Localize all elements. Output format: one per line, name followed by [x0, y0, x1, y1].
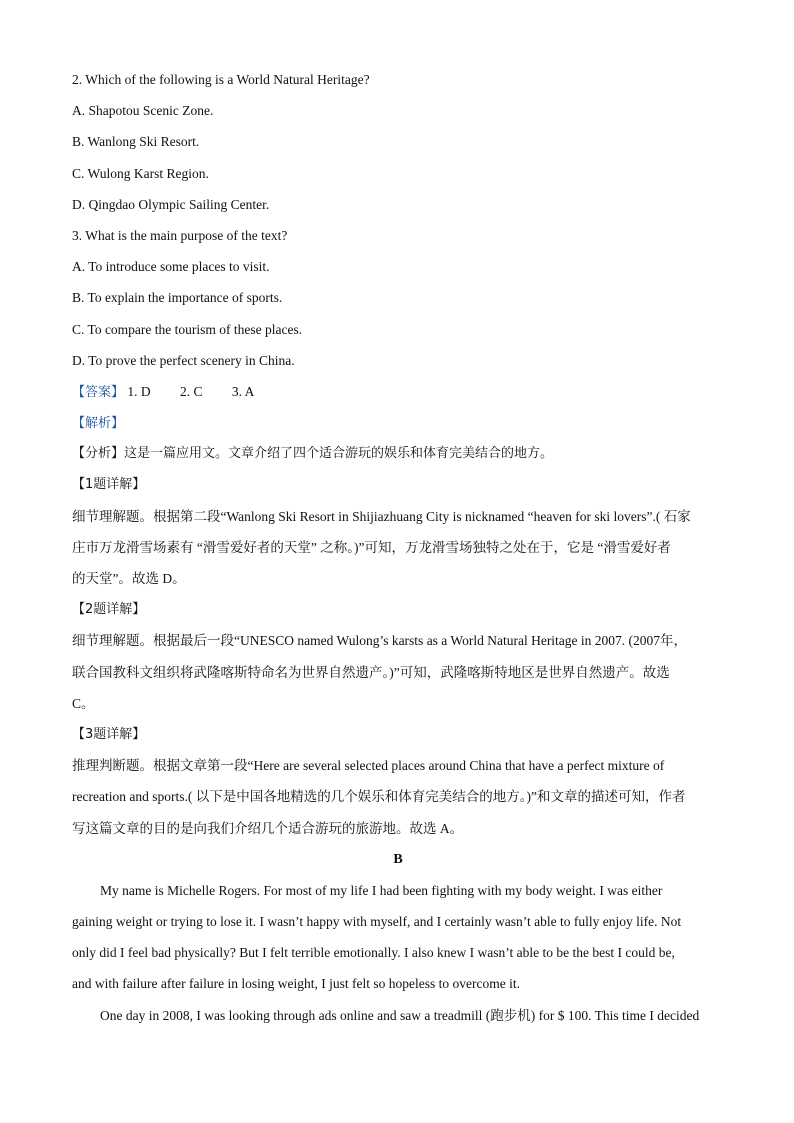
document-page	[72, 64, 724, 1031]
section-b-paragraph-1-line-3: only did I feel bad physically? But I felt terrible emotionally. I also knew I wasn’t able to be the best I could be,	[72, 945, 675, 961]
question-2-option-a: A. Shapotou Scenic Zone.	[72, 103, 214, 119]
detail-2-line-1: 细节理解题。根据最后一段“UNESCO named Wulong’s karsts as a World Natural Heritage in 2007. (2007年，	[72, 633, 688, 649]
answer-item-2: 2. C	[180, 383, 203, 399]
detail-1-line-1: 细节理解题。根据第二段“Wanlong Ski Resort in Shijiazhuang City is nicknamed “heaven for ski lovers”.( 石家	[72, 508, 691, 524]
analysis-summary	[72, 438, 724, 469]
detail-2-label: 【2题详解】	[72, 602, 146, 618]
question-3-option-b: B. To explain the importance of sports.	[72, 290, 283, 306]
section-b-paragraph-1-line-1: My name is Michelle Rogers. For most of my life I had been fighting with my body weight. I was either	[100, 882, 663, 898]
detail-3-line-1: 推理判断题。根据文章第一段“Here are several selected places around China that have a perfect mixture of	[72, 758, 665, 774]
section-b-paragraph-1-line-4: and with failure after failure in losing weight, I just felt so hopeless to overcome it.	[72, 976, 521, 992]
detail-2-line-2: 联合国教科文组织将武隆喀斯特命名为世界自然遗产。)”可知，武隆喀斯特地区是世界自然遗产。故选	[72, 664, 670, 680]
answer-label: 【答案】	[72, 384, 125, 400]
question-2-option-b: B. Wanlong Ski Resort.	[72, 134, 200, 150]
section-b-heading: B	[393, 851, 403, 867]
analysis-label: 【解析】	[72, 416, 125, 432]
answer-item-3: 3. A	[231, 383, 255, 399]
detail-1-label: 【1题详解】	[72, 477, 146, 493]
question-2-stem: 2. Which of the following is a World Natural Heritage?	[72, 72, 370, 87]
detail-3-line-3: 写这篇文章的目的是向我们介绍几个适合游玩的旅游地。故选 A。	[72, 820, 464, 836]
section-b-paragraph-2-line-1: One day in 2008, I was looking through ads online and saw a treadmill (跑步机) for $ 100. This time I decided	[100, 1007, 700, 1023]
detail-3-line-2: recreation and sports.( 以下是中国各地精选的几个娱乐和体育完美结合的地方。)”和文章的描述可知，作者	[72, 789, 686, 805]
summary-text: 这是一篇应用文。文章介绍了四个适合游玩的娱乐和体育完美结合的地方。	[124, 446, 554, 462]
section-b-paragraph-1-line-2: gaining weight or trying to lose it. I wasn’t happy with myself, and I certainly wasn’t able to fully enjoy life. Not	[72, 914, 682, 930]
detail-3-label: 【3题详解】	[72, 726, 146, 742]
answer-item-1: 1. D	[127, 383, 151, 399]
question-3-option-c: C. To compare the tourism of these places.	[72, 321, 303, 337]
question-3-option-d: D. To prove the perfect scenery in China.	[72, 352, 295, 368]
summary-label: 【分析】	[72, 446, 125, 462]
detail-1-line-2: 庄市万龙滑雪场素有 “滑雪爱好者的天堂” 之称。)”可知，万龙滑雪场独特之处在于，它是 “滑雪爱好者	[72, 539, 671, 555]
question-2-option-c: C. Wulong Karst Region.	[72, 165, 209, 181]
analysis-label-line	[72, 407, 724, 438]
answer-line	[72, 376, 724, 407]
question-2-option-d: D. Qingdao Olympic Sailing Center.	[72, 196, 270, 212]
detail-1-line-3: 的天堂”。故选 D。	[72, 571, 186, 586]
detail-2-line-3: C。	[72, 695, 95, 711]
question-3-option-a: A. To introduce some places to visit.	[72, 259, 270, 275]
question-3-stem: 3. What is the main purpose of the text?	[72, 227, 288, 243]
